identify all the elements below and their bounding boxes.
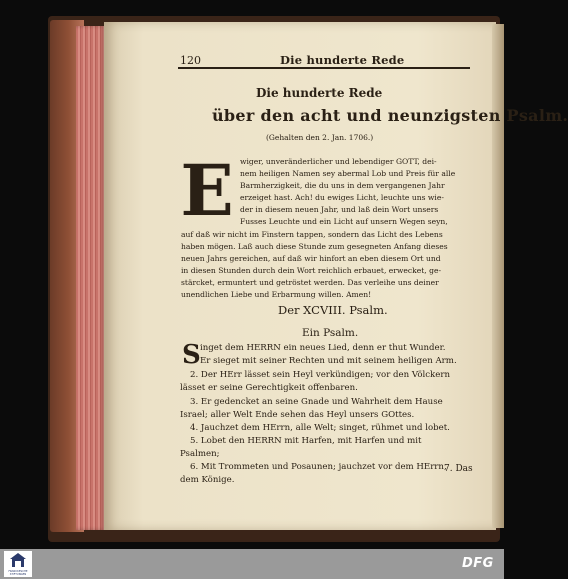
sermon-subtitle: über den acht und neunzigsten Psalm.: [212, 106, 568, 125]
psalm-line: 3. Er gedencket an seine Gnade und Wahrheit dem Hause: [190, 397, 443, 407]
psalm-line: Psalmen;: [180, 449, 220, 459]
ornamental-dropcap: E: [180, 149, 234, 232]
library-emblem-icon: [4, 551, 32, 570]
psalm-line: 5. Lobet den HERRN mit Harfen, mit Harfen und mit: [190, 436, 422, 446]
prayer-line: neuen Jahrs gereichen, auf daß wir hinfort an eben diesem Ort und: [181, 254, 441, 263]
prayer-line: erzeiget hast. Ach! du ewiges Licht, leuchte uns wie-: [240, 193, 444, 202]
prayer-line: unendlichen Liebe und Erbarmung willen. Amen!: [181, 290, 372, 299]
facing-page-edge: [492, 24, 504, 528]
psalm-line: 4. Jauchzet dem HErrn, alle Welt; singet, rühmet und lobet.: [190, 423, 450, 433]
psalm-initial-letter: S: [182, 340, 201, 370]
psalm-heading: Der XCVIII. Psalm.: [278, 303, 388, 317]
psalm-line: Israel; aller Welt Ende sehen das Heyl unsers GOttes.: [180, 410, 415, 420]
prayer-line: wiger, unveränderlicher und lebendiger GOTT, dei-: [240, 157, 437, 166]
funder-logo: DFG: [462, 556, 494, 571]
footer-bar: [0, 549, 504, 579]
prayer-line: Fusses Leuchte und ein Licht auf unsern Wegen seyn,: [240, 217, 448, 226]
prayer-line: nem heiligen Namen sey abermal Lob und Preis für alle: [240, 169, 456, 178]
header-rule: [178, 67, 470, 69]
prayer-line: Barmherzigkeit, die du uns in dem vergangenen Jahr: [240, 181, 445, 190]
psalm-subheading: Ein Psalm.: [302, 327, 359, 339]
page-number: 120: [180, 54, 201, 67]
prayer-line: auf daß wir nicht im Finstern tappen, sondern das Licht des Lebens: [181, 230, 443, 239]
library-logo: [4, 551, 32, 577]
psalm-line: 6. Mit Trommeten und Posaunen; jauchzet vor dem HErrn,: [190, 462, 447, 472]
psalm-line: Er sieget mit seiner Rechten und mit seinem heiligen Arm.: [200, 356, 457, 366]
catchword: 7. Das: [444, 464, 473, 474]
prayer-line: in diesen Stunden durch dein Wort reichlich erbauet, erwecket, ge-: [181, 266, 442, 275]
library-logo-text: FRANCKESCHE STIFTUNGEN: [8, 570, 28, 576]
psalm-line: lässet er seine Gerechtigkeit offenbaren.: [180, 383, 358, 393]
psalm-line: inget dem HERRN ein neues Lied, denn er thut Wunder.: [200, 343, 446, 353]
psalm-line: 2. Der HErr lässet sein Heyl verkündigen; vor den Völckern: [190, 370, 450, 380]
date-note: (Gehalten den 2. Jan. 1706.): [266, 133, 374, 142]
prayer-line: der in diesem neuen Jahr, und laß dein Wort unsers: [240, 205, 439, 214]
prayer-line: stärcket, ermuntert und getröstet werden. Das verleihe uns deiner: [181, 278, 439, 287]
sermon-title: Die hunderte Rede: [256, 86, 383, 100]
page-edge-stack: [76, 26, 106, 530]
running-head: Die hunderte Rede: [280, 53, 405, 67]
prayer-line: haben mögen. Laß auch diese Stunde zum gesegneten Anfang dieses: [181, 242, 448, 251]
psalm-line: dem Könige.: [180, 475, 235, 485]
